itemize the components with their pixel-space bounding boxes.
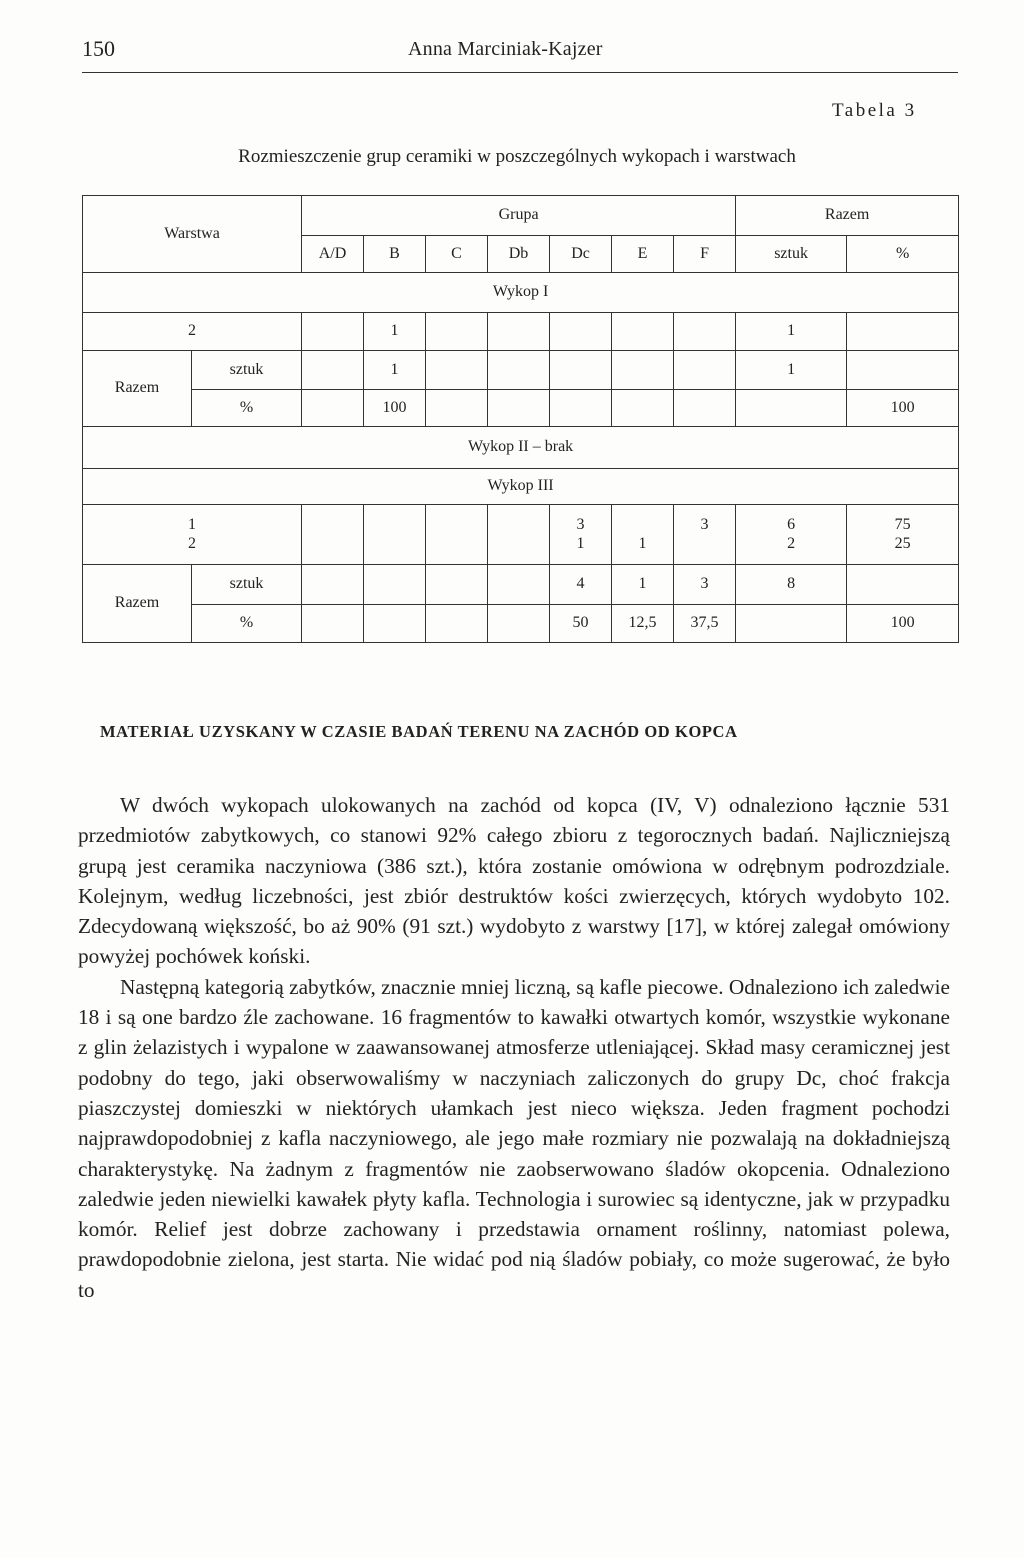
cell: 2 (787, 534, 796, 552)
section-wykop-1: Wykop I (83, 273, 959, 313)
cell: 1 (638, 534, 647, 552)
header-group: Db (488, 236, 550, 273)
page-header (82, 36, 958, 73)
header-group: C (426, 236, 488, 273)
cell: 1 (364, 313, 426, 351)
cell-stack (550, 505, 612, 565)
cell (426, 390, 488, 427)
header-group: E (612, 236, 674, 273)
cell (612, 390, 674, 427)
cell: 100 (847, 390, 959, 427)
table-label: Tabela 3 (832, 100, 917, 121)
cell-stack (674, 505, 736, 565)
cell (302, 390, 364, 427)
cell (488, 390, 550, 427)
header-sztuk: sztuk (736, 236, 847, 273)
cell (847, 351, 959, 390)
cell (612, 351, 674, 390)
cell (847, 565, 959, 605)
header-group: Dc (550, 236, 612, 273)
cell (302, 565, 364, 605)
cell (488, 565, 550, 605)
cell (302, 351, 364, 390)
header-pct: % (847, 236, 959, 273)
sztuk-label: sztuk (192, 565, 302, 605)
row-warstwa: 2 (188, 534, 196, 552)
cell-stack (847, 505, 959, 565)
razem-label: Razem (83, 565, 192, 643)
cell: 6 (787, 516, 796, 534)
cell (488, 605, 550, 643)
cell: 3 (576, 516, 585, 534)
cell: 100 (364, 390, 426, 427)
cell (612, 313, 674, 351)
cell (426, 351, 488, 390)
table-title: Rozmieszczenie grup ceramiki w poszczególnych wykopach i warstwach (238, 146, 796, 167)
cell: 3 (700, 516, 709, 534)
pct-label: % (192, 390, 302, 427)
cell (488, 313, 550, 351)
cell (847, 313, 959, 351)
running-head: Anna Marciniak-Kajzer (408, 38, 603, 60)
cell (674, 535, 735, 553)
cell: 4 (550, 565, 612, 605)
cell: 25 (894, 534, 911, 552)
cell: 1 (364, 351, 426, 390)
cell (674, 390, 736, 427)
page-number: 150 (82, 36, 115, 61)
header-warstwa: Warstwa (83, 196, 302, 273)
cell (364, 505, 426, 565)
cell: 1 (576, 534, 585, 552)
cell (736, 605, 847, 643)
row-warstwa-stack (83, 505, 302, 565)
section-heading: MATERIAŁ UZYSKANY W CZASIE BADAŃ TERENU NA ZACHÓD OD KOPCA (100, 722, 738, 741)
paragraph: Następną kategorią zabytków, znacznie mniej liczną, są kafle piecowe. Odnaleziono ich zaledwie 18 i są one bardzo źle zachowane. 16 fragmentów to kawałki otwartych komór, wszystkie wykonane z glin żelazistych i wypalone w zaawansowanej atmosferze utleniającej. Skład masy ceramicznej jest podobny do tego, jaki obserwowaliśmy w naczyniach zaliczonych do grupy Dc, choć frakcja piaszczystej domieszki w niektórych ułamkach jest nieco większa. Jeden fragment pochodzi najprawdopodobniej z kafla naczyniowego, ale jego małe rozmiary nie pozwalają na dokładniejszą charakterystykę. Na żadnym z fragmentów nie zaobserwowano śladów okopcenia. Odnaleziono zaledwie jeden niewielki kawałek płyty kafla. Technologia i surowiec są identyczne, jak w przypadku komór. Relief jest dobrze zachowany i przedstawia ornament roślinny, natomiast polewa, prawdopodobnie zielona, jest starta. Nie widać pod nią śladów pobiały, co może sugerować, że było to (78, 974, 950, 1302)
cell (674, 313, 736, 351)
paragraph: W dwóch wykopach ulokowanych na zachód od kopca (IV, V) odnaleziono łącznie 531 przedmiotów zabytkowych, co stanowi 92% całego zbioru z tegorocznych badań. Najliczniejszą grupą jest ceramika naczyniowa (386 szt.), która zostanie omówiona w odrębnym podrozdziale. Kolejnym, według liczebności, jest zbiór destruktów kości zwierzęcych, których wydobyto 102. Zdecydowaną większość, bo aż 90% (91 szt.) wydobyto z warstwy [17], w której zalegał omówiony powyżej pochówek koński. (78, 793, 950, 969)
cell: 50 (550, 605, 612, 643)
cell: 1 (612, 565, 674, 605)
cell (364, 565, 426, 605)
data-table (82, 195, 959, 643)
header-group: F (674, 236, 736, 273)
cell: 1 (736, 351, 847, 390)
section-wykop-2: Wykop II – brak (83, 427, 959, 469)
cell (736, 390, 847, 427)
cell: 100 (847, 605, 959, 643)
header-razem: Razem (736, 196, 959, 236)
cell (426, 505, 488, 565)
row-warstwa: 2 (83, 313, 302, 351)
header-group: B (364, 236, 426, 273)
cell: 12,5 (612, 605, 674, 643)
cell (426, 605, 488, 643)
header-grupa: Grupa (302, 196, 736, 236)
cell: 75 (894, 516, 911, 534)
cell (364, 605, 426, 643)
cell-stack (612, 505, 674, 565)
cell (550, 351, 612, 390)
section-wykop-3: Wykop III (83, 469, 959, 505)
cell: 8 (736, 565, 847, 605)
cell (488, 505, 550, 565)
cell (612, 516, 673, 534)
cell: 37,5 (674, 605, 736, 643)
cell (302, 505, 364, 565)
sztuk-label: sztuk (192, 351, 302, 390)
cell (674, 351, 736, 390)
header-group: A/D (302, 236, 364, 273)
cell (426, 565, 488, 605)
cell (550, 390, 612, 427)
cell (426, 313, 488, 351)
row-warstwa: 1 (188, 516, 196, 534)
cell: 1 (736, 313, 847, 351)
cell: 3 (674, 565, 736, 605)
cell (302, 605, 364, 643)
cell (550, 313, 612, 351)
cell (488, 351, 550, 390)
cell (302, 313, 364, 351)
pct-label: % (192, 605, 302, 643)
cell-stack (736, 505, 847, 565)
body-text (78, 790, 950, 1305)
razem-label: Razem (83, 351, 192, 427)
